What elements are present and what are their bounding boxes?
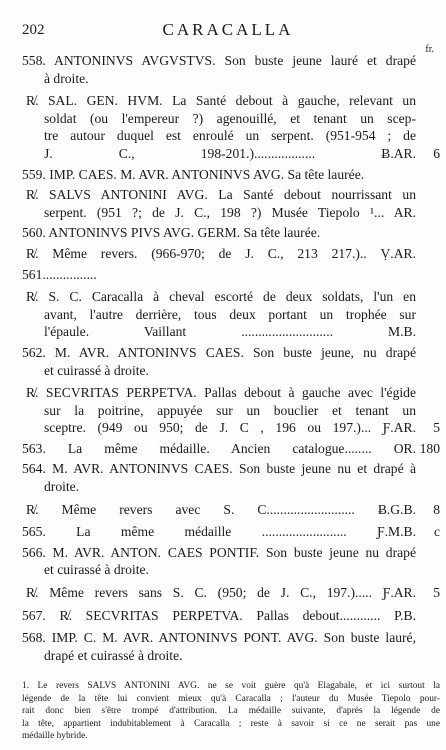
entry-line: à droite. (44, 70, 89, 86)
entry-line: 568. IMP. C. M. AVR. ANTONINVS PONT. AVG. Son buste lauré, (22, 630, 416, 646)
entry-line: R̸. SAL. GEN. HVM. La Santé debout à gauche, relevant un (26, 93, 416, 109)
reverse-562 (22, 384, 440, 437)
entry-line: serpent. (951 ?; de J. C., 198 ?) Musée Tiepolo ¹... AR. (44, 204, 416, 220)
entry-line: 561................ (22, 266, 97, 282)
entry-line: et cuirassé à droite. (44, 362, 149, 378)
entry-568 (22, 629, 440, 664)
margin-value: 5 (433, 420, 440, 436)
entry-567 (22, 607, 440, 625)
entry-line: J. C., 198-201.).................. Ƀ.AR. (44, 145, 416, 161)
entry-line: R̸. SECVRITAS PERPETVA. Pallas debout à gauche avec l'égide (26, 385, 416, 401)
reverse-561 (22, 288, 440, 341)
entry-line: R̸. S. C. Caracalla à cheval escorté de deux soldats, l'un en (26, 289, 416, 305)
entry-562 (22, 344, 440, 379)
reverse-559 (22, 186, 440, 221)
footnote (22, 680, 440, 743)
margin-note: fr. (425, 44, 434, 55)
reverse-566 (22, 584, 440, 602)
entry-564 (22, 460, 440, 495)
footnote-line: rait donc bien s'être trompé d'attribution. La médaille suivante, d'après la légende de (22, 706, 440, 717)
footnote-line: la tête, appartient indubitablement à Caracalla ; reste à savoir si ce ne serait pas une (22, 718, 440, 729)
entry-563 (22, 440, 440, 458)
footnote-line: 1. Le revers SALVS ANTONINI AVG. ne se voit guère qu'à Elagabale, et ici surtout la (22, 681, 440, 691)
reverse-564 (22, 501, 440, 519)
footnote-line: légende de la tête lui convient mieux qu'à Caracalla ; l'auteur du Musée Tiepolo pour- (22, 693, 440, 704)
entry-line: R̸. Même revers sans S. C. (950; de J. C., 197.)..... Ƒ.AR. (26, 585, 416, 601)
page-header (22, 20, 434, 55)
entry-line: soldat (ou l'empereur ?) agenouillé, et tenant un scep- (44, 110, 416, 126)
margin-value: 8 (433, 501, 440, 517)
reverse-560 (22, 245, 440, 263)
entry-line: 565. La même médaille ......................... Ƒ.M.B. (22, 524, 416, 540)
entry-line: avant, l'autre derrière, tous deux portant un trophée sur (44, 306, 416, 322)
entry-line: R̸. SALVS ANTONINI AVG. La Santé debout nourrissant un (26, 187, 416, 203)
entry-line: et cuirassé à droite. (44, 562, 149, 578)
entry-line: 562. M. AVR. ANTONINVS CAES. Son buste jeune, nu drapé (22, 344, 416, 360)
page-title: CARACALLA (162, 20, 294, 39)
catalogue-body (22, 52, 440, 664)
page-number: 202 (22, 22, 45, 38)
entry-559 (22, 166, 440, 184)
entry-line: 558. ANTONINVS AVGVSTVS. Son buste jeune lauré et drapé (22, 53, 416, 68)
entry-561 (22, 266, 440, 284)
entry-line: droite. (44, 479, 80, 495)
margin-value: 6 (433, 146, 440, 162)
entry-line: R̸. Même revers avec S. C.......................... Ƀ.G.B. (26, 501, 416, 517)
margin-value: 5 (433, 585, 440, 601)
entry-line: R̸. Même revers. (966-970; de J. C., 213 217.).. Ṿ.AR. (26, 245, 416, 261)
entry-line: 567. R̸. SECVRITAS PERPETVA. Pallas debout............ P.B. (22, 607, 416, 623)
entry-line: 560. ANTONINVS PIVS AVG. GERM. Sa tête laurée. (22, 225, 321, 241)
entry-line: 559. IMP. CAES. M. AVR. ANTONINVS AVG. Sa tête laurée. (22, 166, 365, 182)
entry-line: drapé et cuirassé à droite. (44, 647, 183, 663)
entry-line: 566. M. AVR. ANTON. CAES PONTIF. Son buste jeune nu drapé (22, 544, 416, 560)
entry-566 (22, 544, 440, 579)
entry-line: sur la poitrine, appuyée sur un bouclier et tenant un (44, 402, 416, 418)
footnote-line: médaille hybride. (22, 731, 88, 742)
entry-line: sceptre. (949 ou 950; de J. C , 196 ou 197.)... Ƒ.AR. (44, 420, 416, 436)
entry-565 (22, 523, 440, 541)
entry-line: l'épaule. Vaillant ........................... M.B. (44, 324, 416, 340)
margin-value: 180 (419, 440, 440, 456)
entry-line: 564. M. AVR. ANTONINVS CAES. Son buste jeune nu et drapé à (22, 461, 416, 477)
margin-value: c (433, 524, 440, 540)
entry-560 (22, 224, 440, 242)
reverse-558 (22, 92, 440, 162)
entry-558 (22, 52, 440, 87)
entry-line: 563. La même médaille. Ancien catalogue........ OR. (22, 440, 416, 456)
entry-line: tre autour duquel est enroulé un serpent. (951-954 ; de (44, 128, 416, 144)
